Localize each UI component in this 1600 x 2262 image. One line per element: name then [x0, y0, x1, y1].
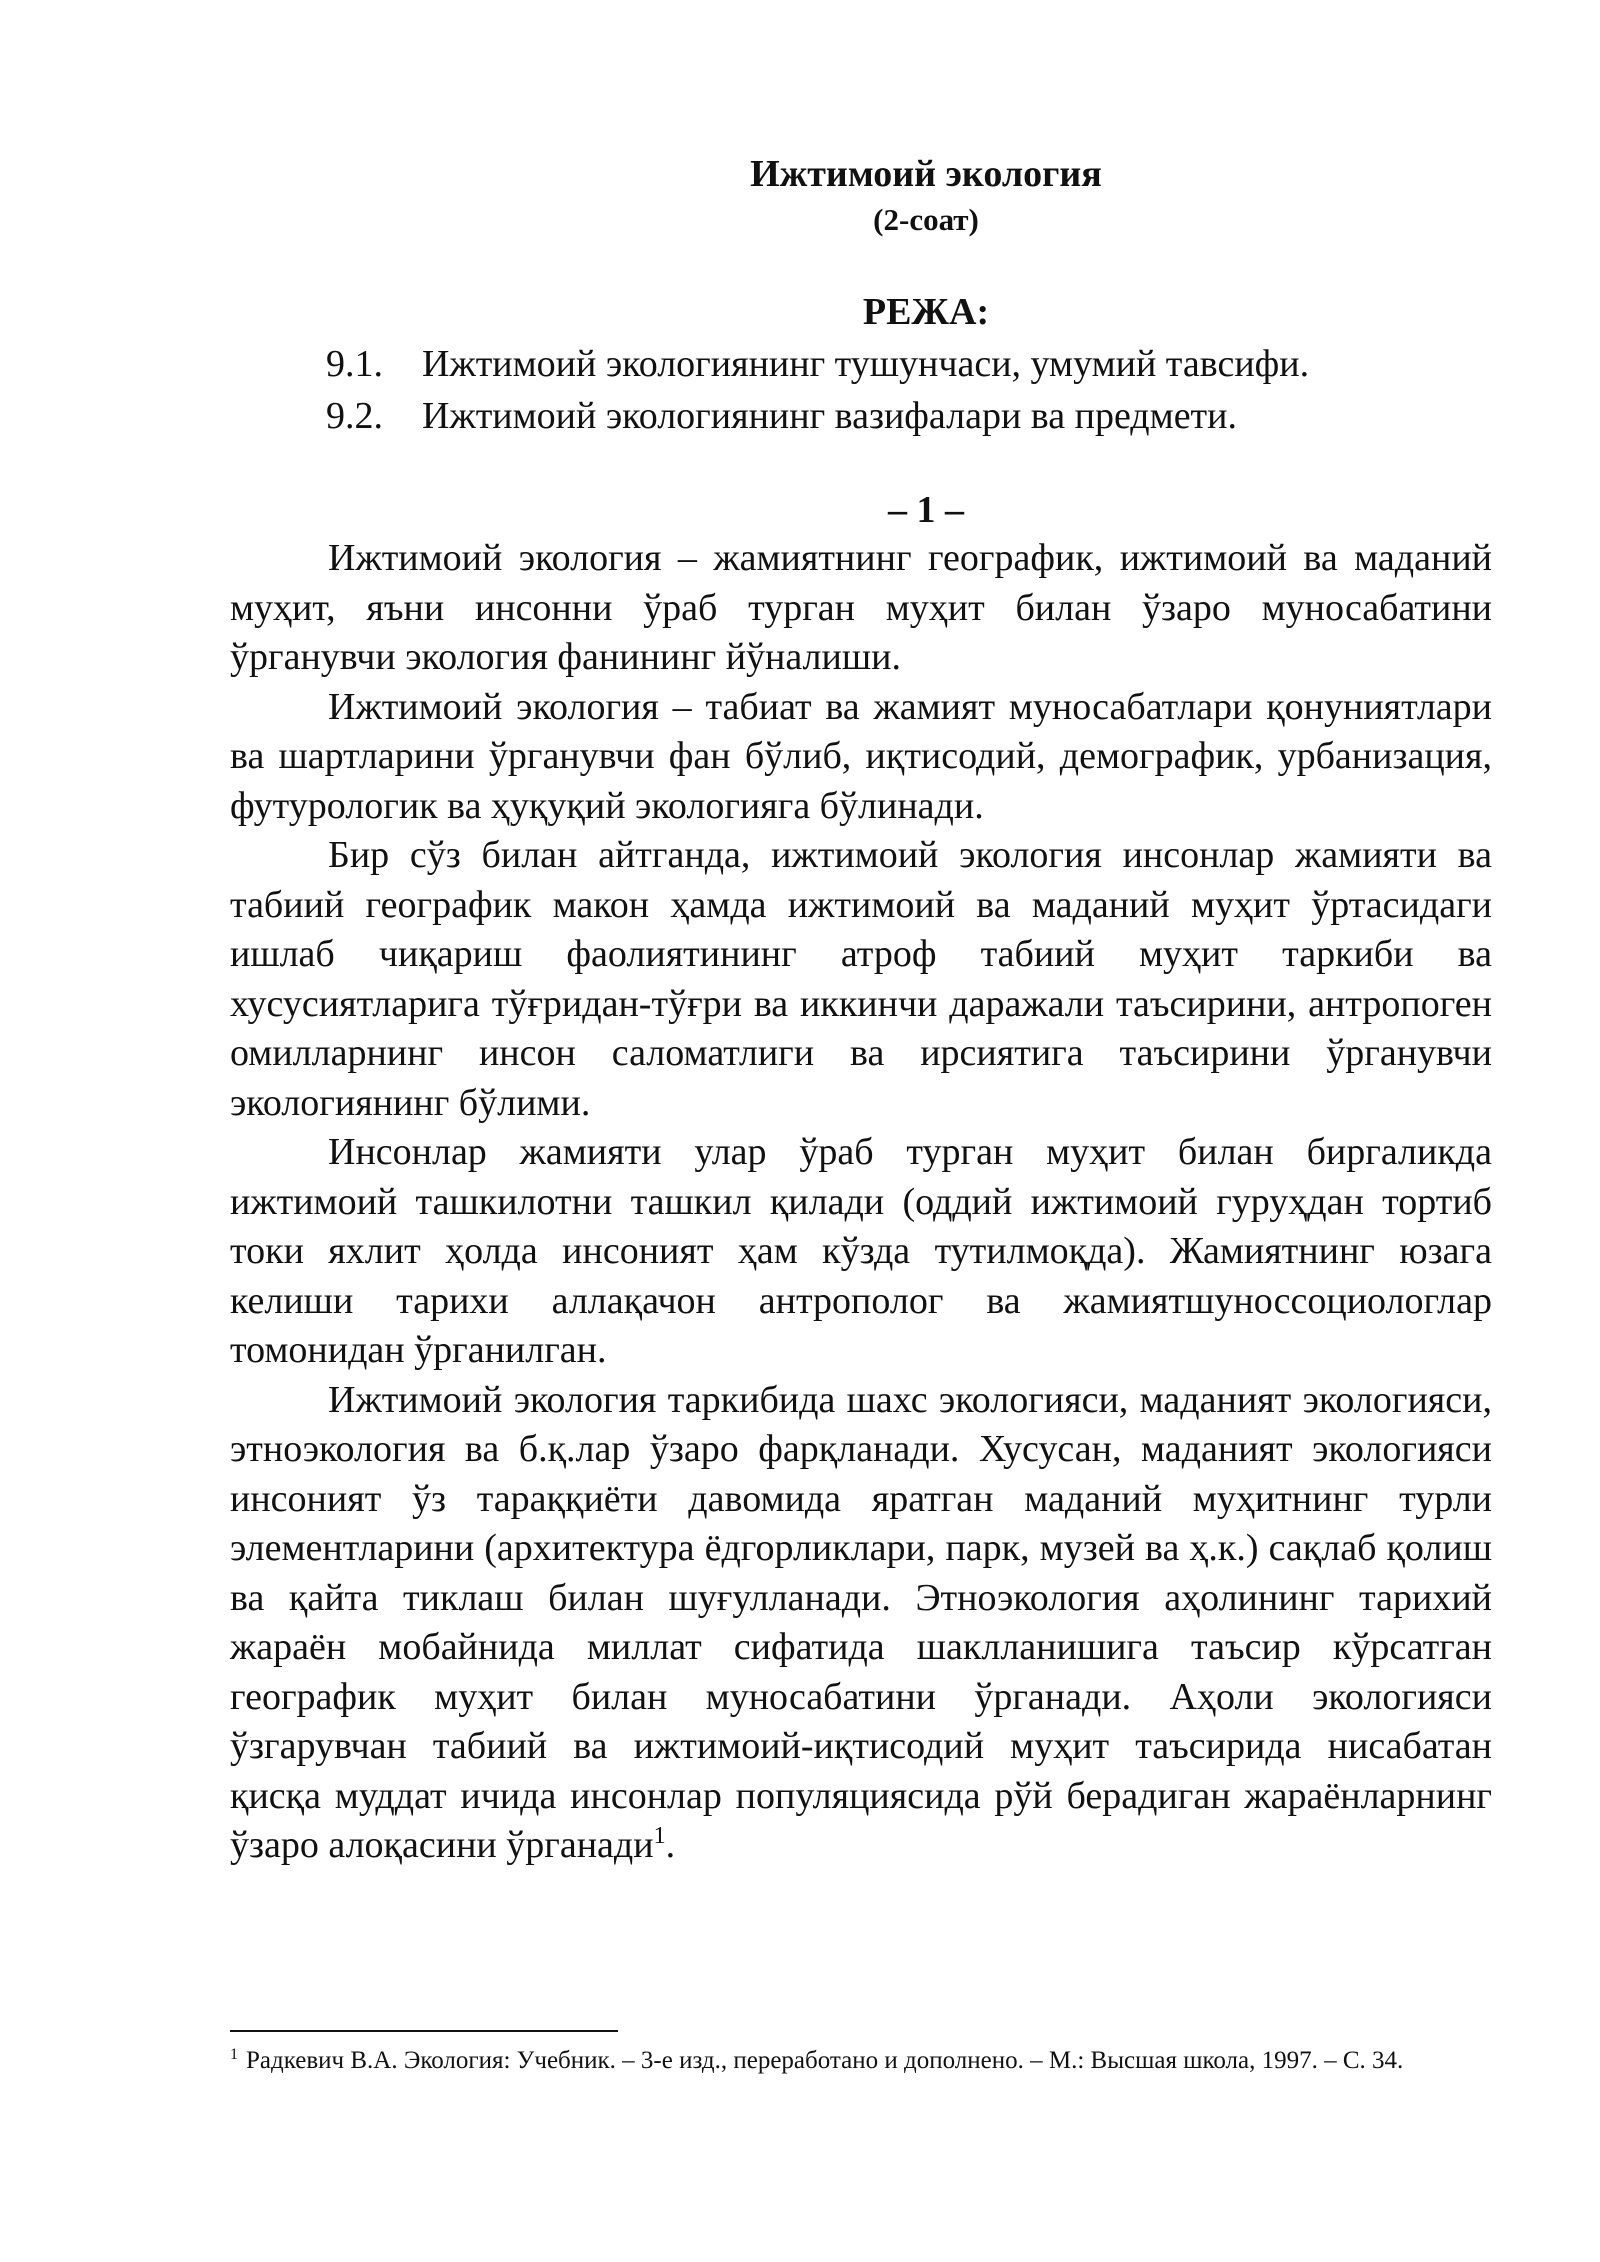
plan-list [230, 338, 1492, 442]
plan-item-number: 9.2. [326, 395, 383, 437]
paragraph: Ижтимоий экология – жамиятнинг географик, ижтимоий ва маданий муҳит, яъни инсонни ўраб турган муҳит билан ўзаро муносабатини ўрганувчи экология фанининг йўналиши. [230, 537, 1492, 678]
plan-heading: РЕЖА: [862, 291, 990, 333]
plan-item-number: 9.1. [326, 343, 383, 385]
document-body [230, 150, 1492, 1871]
paragraph: Инсонлар жамияти улар ўраб турган муҳит билан биргаликда ижтимоий ташкилотни ташкил қилади (оддий ижтимоий гуруҳдан тортиб токи яхлит ҳолда инсоният ҳам кўзда тутилмоқда). Жамиятнинг юзага келиши тарихи аллақачон антрополог ва жамиятшуноссоциологлар томонидан ўрганилган. [230, 1131, 1492, 1371]
paragraph-text: Ижтимоий экология таркибида шахс экологияси, маданият экологияси, этноэкология ва б.қ.лар ўзаро фарқланади. Хусусан, маданият экологияси инсоният ўз тараққиёти давомида яратган маданий муҳитнинг турли элементларини (архитектура ёдгорликлари, парк, музей ва ҳ.к.) сақлаб қолиш ва қайта тиклаш билан шуғулланади. Этноэкология аҳолининг тарихий жараён мобайнида миллат сифатида шаклланишига таъсир кўрсатган географик муҳит билан муносабатини ўрганади. Аҳоли экологияси ўзгарувчан табиий ва ижтимоий-иқтисодий муҳит таъсирида нисабатан қисқа муддат ичида инсонлар популяциясида рўй берадиган жараёнларнинг ўзаро алоқасини ўрганади [230, 1378, 1492, 1866]
plan-item-text: Ижтимоий экологиянинг вазифалари ва предмети. [422, 395, 1237, 437]
plan-item-text: Ижтимоий экологиянинг тушунчаси, умумий тавсифи. [422, 343, 1310, 385]
paragraph: Ижтимоий экология – табиат ва жамият муносабатлари қонуниятлари ва шартларини ўрганувчи фан бўлиб, иқтисодий, демографик, урбанизация, футурологик ва ҳуқуқий экологияга бўлинади. [230, 685, 1492, 827]
footnote-text: Радкевич В.А. Экология: Учебник. – 3-е изд., переработано и дополнено. – М.: Высшая школа, 1997. – С. 34. [246, 2047, 1404, 2074]
plan-item [326, 338, 1492, 390]
paragraph: Бир сўз билан айтганда, ижтимоий экология инсонлар жамияти ва табиий географик макон ҳамда ижтимоий ва маданий муҳит ўртасидаги ишлаб чиқариш фаолиятининг атроф табиий муҳит таркиби ва хусусиятларига тўғридан-тўғри ва иккинчи даражали таъсирини, антропоген омилларнинг инсон саломатлиги ва ирсиятига таъсирини ўрганувчи экологиянинг бўлими. [230, 834, 1492, 1124]
footnote-reference: 1 [653, 1823, 666, 1849]
document-title: Ижтимоий экология [750, 153, 1102, 195]
paragraph-with-footnote [230, 1376, 1492, 1871]
footnote-marker: 1 [230, 2046, 238, 2063]
document-subtitle: (2-соат) [873, 202, 979, 237]
footnote-separator [230, 2030, 618, 2032]
footnote [230, 2044, 1492, 2078]
plan-item [326, 390, 1492, 442]
section-marker: – 1 – [888, 489, 964, 531]
paragraph-end-punctuation: . [665, 1824, 676, 1866]
